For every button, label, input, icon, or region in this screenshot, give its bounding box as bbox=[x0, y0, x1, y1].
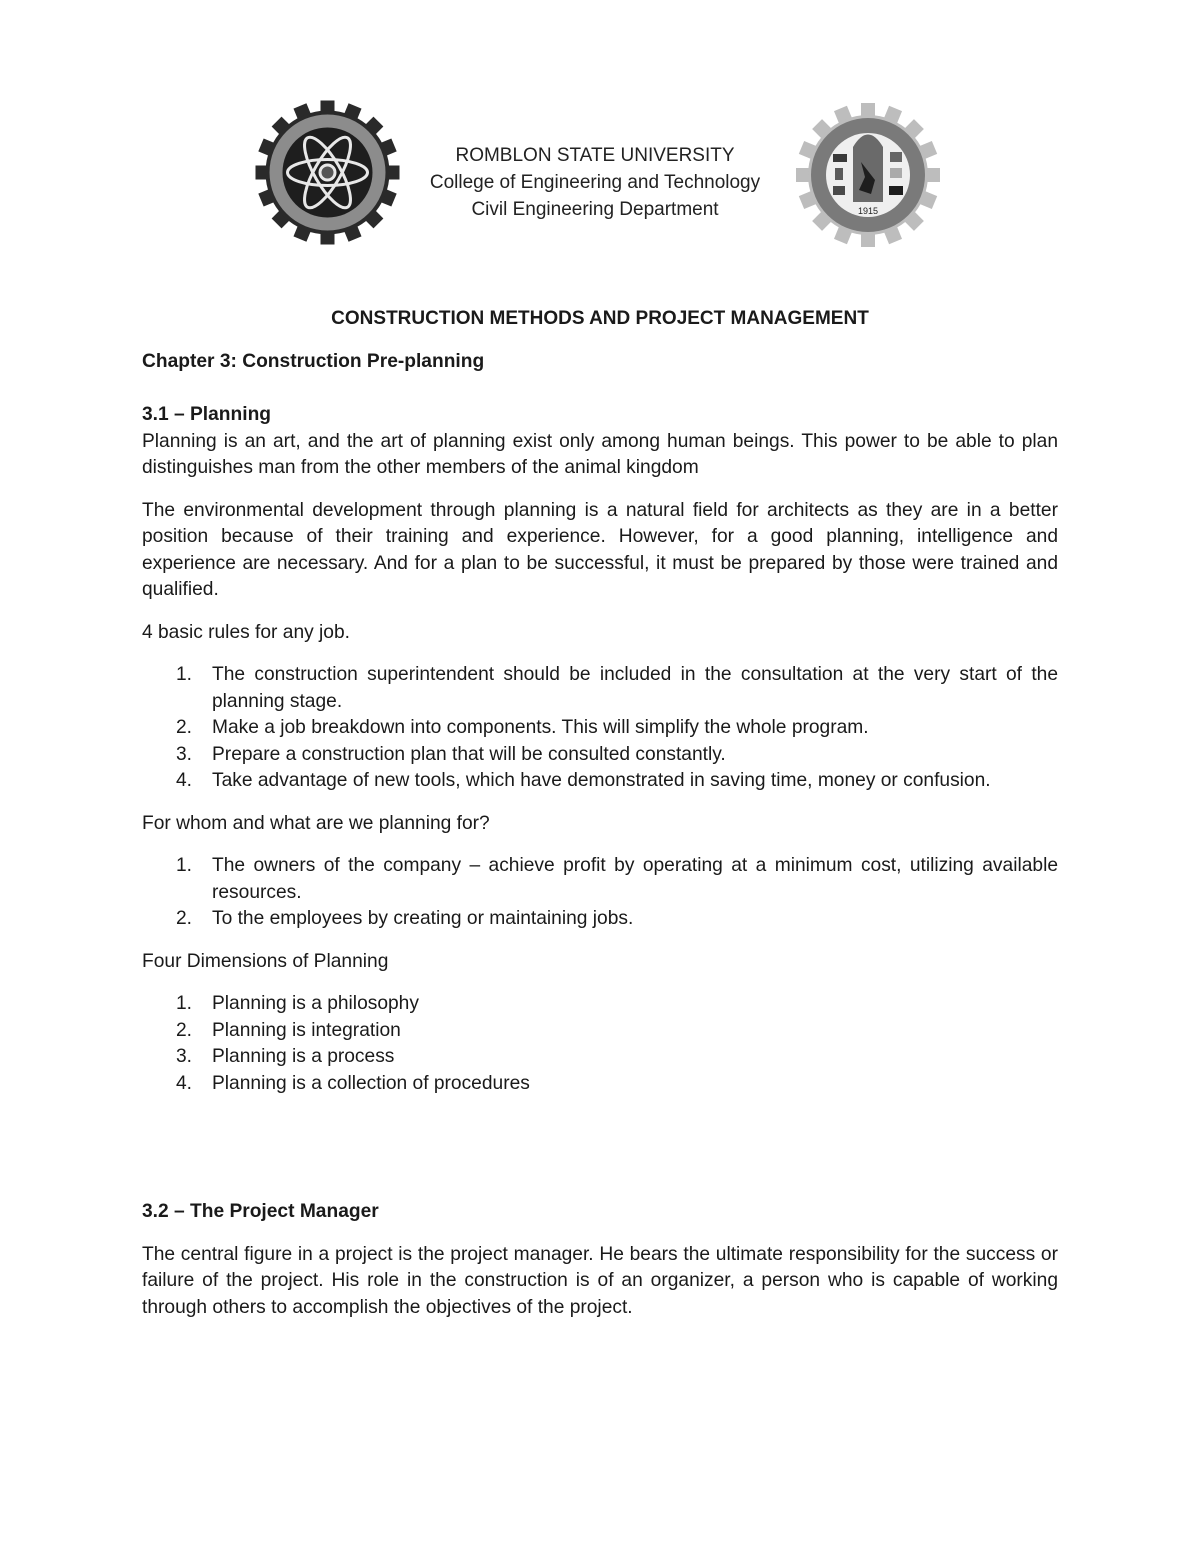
list-text: The construction superintendent should be included in the consultation at the very start of the planning stage. bbox=[212, 664, 1058, 712]
university-name: ROMBLON STATE UNIVERSITY bbox=[455, 145, 735, 166]
list-text: Planning is a process bbox=[212, 1046, 395, 1067]
list-number: 3. bbox=[176, 1046, 193, 1067]
document-body bbox=[142, 306, 1058, 1321]
list-item bbox=[142, 1071, 1058, 1098]
list-text: Planning is a collection of procedures bbox=[212, 1072, 530, 1094]
list-intro: For whom and what are we planning for? bbox=[142, 812, 490, 834]
list-text: To the employees by creating or maintaining jobs. bbox=[212, 908, 634, 929]
list-item bbox=[142, 853, 1058, 906]
list-text: Planning is integration bbox=[212, 1019, 401, 1041]
list-text: Take advantage of new tools, which have demonstrated in saving time, money or confusion. bbox=[212, 770, 991, 791]
list-text: Prepare a construction plan that will be consulted constantly. bbox=[212, 743, 726, 765]
list-number: 1. bbox=[176, 664, 193, 685]
list-number: 3. bbox=[176, 743, 193, 765]
college-name: College of Engineering and Technology bbox=[429, 172, 761, 193]
list-number: 2. bbox=[176, 717, 193, 738]
list-text: Planning is a philosophy bbox=[212, 993, 419, 1014]
list-item bbox=[142, 1044, 1058, 1071]
list-item bbox=[142, 991, 1058, 1018]
section-heading-project-manager: 3.2 – The Project Manager bbox=[142, 1201, 379, 1222]
list-number: 4. bbox=[176, 1072, 193, 1094]
institution-block bbox=[395, 142, 795, 223]
paragraph: The environmental development through planning is a natural field for architects as they are in a better position because of their training and experience. However, for a good planning, intelligence and experience are necessary. And for a plan to be successful, it must be prepared by those were trained and qualified. bbox=[142, 499, 1058, 600]
list-item bbox=[142, 768, 1058, 795]
department-name: Civil Engineering Department bbox=[471, 199, 719, 220]
planning-for-whom-list bbox=[142, 853, 1058, 933]
list-number: 1. bbox=[176, 855, 193, 876]
basic-rules-list bbox=[142, 662, 1058, 795]
list-number: 2. bbox=[176, 1019, 193, 1041]
svg-text:1915: 1915 bbox=[857, 206, 879, 216]
university-seal-icon bbox=[793, 102, 943, 248]
list-item bbox=[142, 715, 1058, 742]
paragraph: The central figure in a project is the project manager. He bears the ultimate responsibility for the success or failure of the project. His role in the construction is of an organizer, a person who is capable of working through others to accomplish the objectives of the project. bbox=[142, 1243, 1058, 1318]
engineering-college-logo-icon bbox=[255, 100, 400, 245]
dimensions-list bbox=[142, 991, 1058, 1097]
section-heading-planning: 3.1 – Planning bbox=[142, 404, 272, 425]
list-text: Make a job breakdown into components. This will simplify the whole program. bbox=[212, 717, 869, 738]
list-text: The owners of the company – achieve profit by operating at a minimum cost, utilizing available resources. bbox=[212, 855, 1058, 903]
list-intro: 4 basic rules for any job. bbox=[142, 621, 350, 643]
list-number: 2. bbox=[176, 908, 193, 929]
list-intro: Four Dimensions of Planning bbox=[142, 950, 389, 972]
paragraph: Planning is an art, and the art of planning exist only among human beings. This power to be able to plan distinguishes man from the other members of the animal kingdom bbox=[142, 430, 1058, 478]
list-item bbox=[142, 742, 1058, 769]
letterhead bbox=[255, 100, 945, 250]
document-title: CONSTRUCTION METHODS AND PROJECT MANAGEMENT bbox=[331, 308, 869, 329]
chapter-heading: Chapter 3: Construction Pre-planning bbox=[142, 350, 485, 372]
list-item bbox=[142, 906, 1058, 933]
list-number: 4. bbox=[176, 770, 193, 791]
list-item bbox=[142, 1018, 1058, 1045]
list-number: 1. bbox=[176, 993, 193, 1014]
list-item bbox=[142, 662, 1058, 715]
